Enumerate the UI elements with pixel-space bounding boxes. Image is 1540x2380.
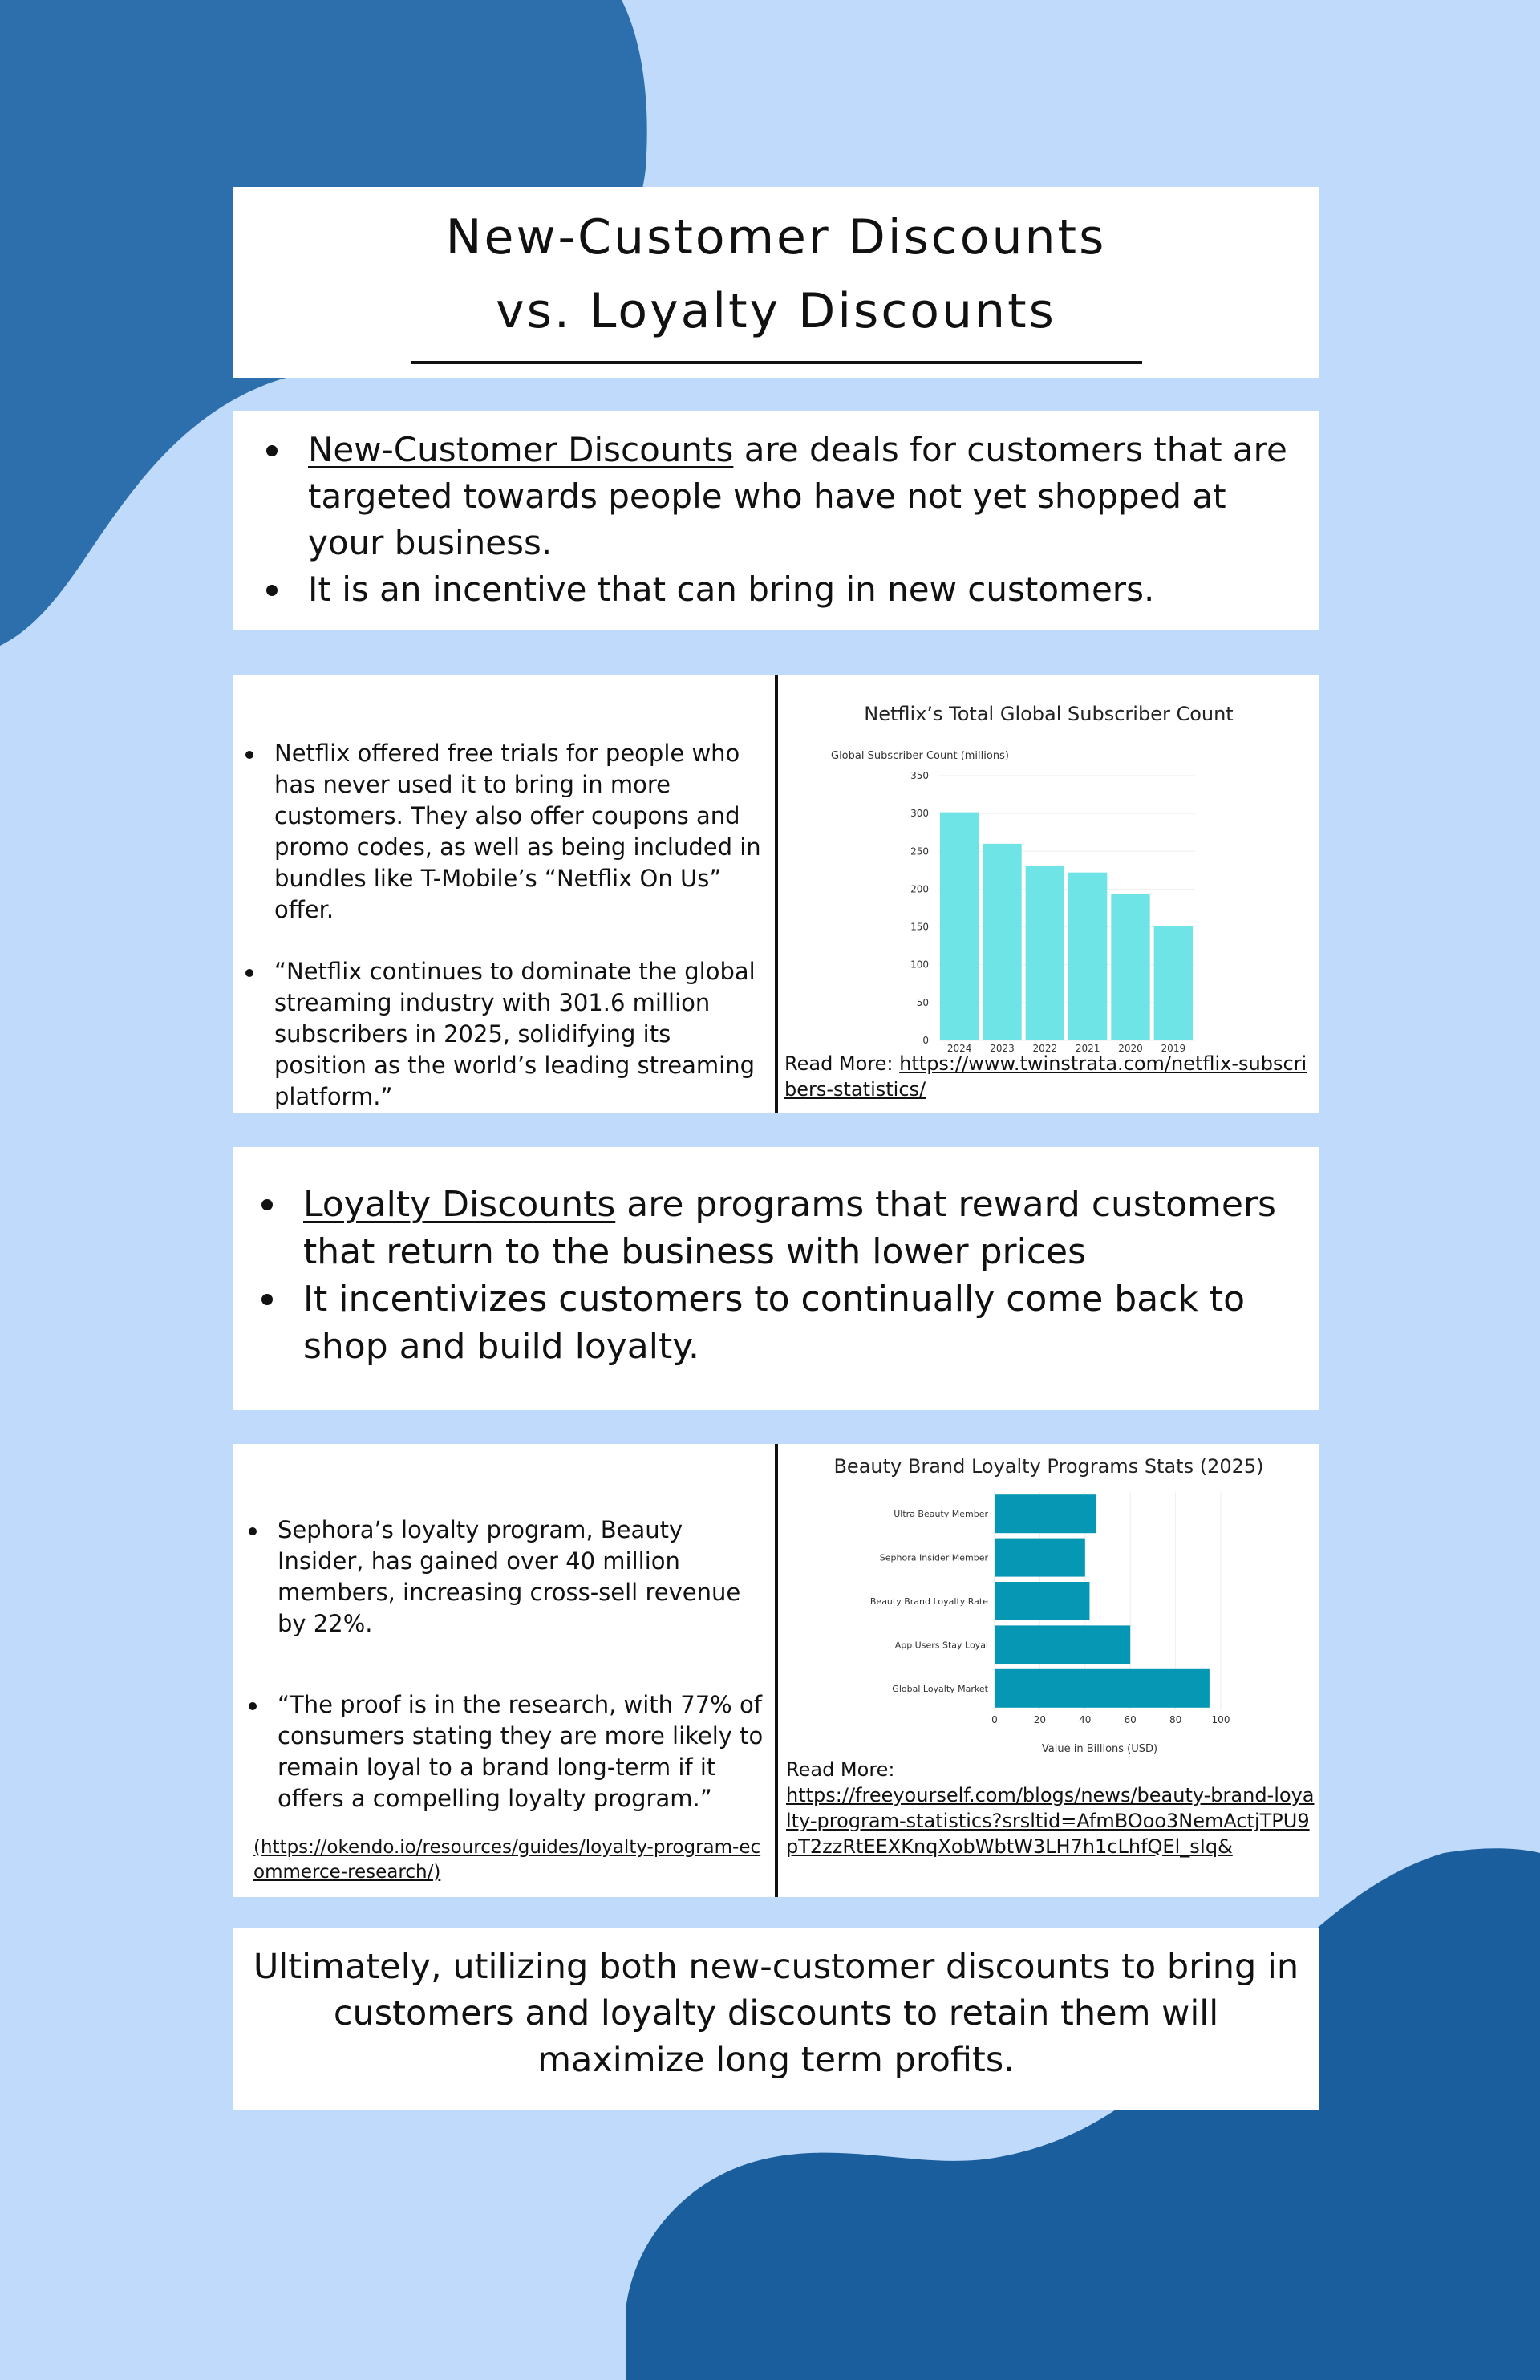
loyalty-chart-title: Beauty Brand Loyalty Programs Stats (2025) <box>833 1455 1264 1478</box>
loyalty-read-more <box>786 1757 1315 1859</box>
page-title-line-2: vs. Loyalty Discounts <box>496 283 1056 339</box>
loyalty-bar <box>995 1582 1089 1620</box>
new-customer-bullet-1-text: are deals for customers that are targeted towards people who have not yet shopped at your business. <box>308 430 1287 562</box>
netflix-bar <box>1154 926 1193 1040</box>
page-title-line-1: New-Customer Discounts <box>445 209 1107 266</box>
new-customer-bullet-2: It is an incentive that can bring in new customers. <box>249 566 1295 613</box>
netflix-bar <box>940 813 979 1040</box>
netflix-bullets <box>237 738 767 1113</box>
loyalty-definition-card <box>233 1147 1319 1410</box>
netflix-bar <box>1026 866 1064 1040</box>
netflix-y-axis-label: Global Subscriber Count (millions) <box>831 750 1009 762</box>
loyalty-bullets <box>244 1181 1303 1370</box>
netflix-source-link[interactable]: https://www.twinstrata.com/netflix-subscribers-statistics/ <box>784 1052 1307 1101</box>
netflix-y-tick-label: 100 <box>910 959 929 971</box>
loyalty-bar <box>995 1625 1130 1664</box>
netflix-x-tick-label: 2022 <box>1032 1043 1058 1054</box>
loyalty-x-tick-label: 40 <box>1079 1714 1092 1725</box>
loyalty-bar <box>995 1669 1210 1708</box>
loyalty-category-label: Ultra Beauty Member <box>894 1509 988 1520</box>
netflix-chart-title: Netflix’s Total Global Subscriber Count <box>864 703 1234 725</box>
netflix-bullet-2: “Netflix continues to dominate the global streaming industry with 301.6 million subscribers in 2025, solidifying its position as the world’s leading streaming platform.” <box>237 956 767 1113</box>
conclusion-text: Ultimately, utilizing both new-customer discounts to bring in customers and loyalty discounts to retain them will maximize long term profits. <box>253 1947 1299 2080</box>
loyalty-x-tick-label: 100 <box>1211 1714 1230 1725</box>
netflix-chart-panel <box>778 675 1319 1113</box>
netflix-read-more-label: Read More: <box>784 1052 900 1075</box>
loyalty-category-label: Sephora Insider Member <box>879 1552 988 1563</box>
sephora-bullets <box>241 1514 766 1814</box>
new-customer-bullets <box>249 427 1295 613</box>
netflix-bar <box>1111 894 1149 1040</box>
loyalty-x-tick-label: 80 <box>1169 1714 1182 1725</box>
netflix-y-tick-label: 150 <box>910 921 929 933</box>
loyalty-x-tick-label: 0 <box>991 1714 998 1725</box>
loyalty-chart-panel <box>778 1444 1319 1897</box>
loyalty-bullet-2: It incentivizes customers to continually come back to shop and build loyalty. <box>244 1275 1303 1370</box>
loyalty-x-tick-label: 60 <box>1124 1714 1137 1725</box>
netflix-bar <box>1068 873 1107 1040</box>
sephora-bullet-1: Sephora’s loyalty program, Beauty Insider, has gained over 40 million members, increasing cross-sell revenue by 22%. <box>241 1514 766 1640</box>
title-divider <box>411 361 1142 364</box>
netflix-read-more <box>784 1051 1314 1102</box>
netflix-y-tick-label: 50 <box>916 996 929 1008</box>
loyalty-x-axis-label: Value in Billions (USD) <box>1041 1743 1158 1755</box>
netflix-y-tick-label: 200 <box>910 883 929 895</box>
netflix-example-card <box>233 675 1319 1113</box>
netflix-x-tick-label: 2021 <box>1075 1043 1100 1054</box>
loyalty-bullet-1 <box>244 1181 1303 1275</box>
netflix-y-tick-label: 300 <box>910 808 929 820</box>
netflix-y-tick-label: 0 <box>922 1035 929 1046</box>
netflix-bullet-1: Netflix offered free trials for people who has never used it to bring in more customers. They also offer coupons and promo codes, as well as being included in bundles like T-Mobile’s “Netflix On Us” offer. <box>237 738 767 926</box>
title-card <box>233 187 1319 378</box>
new-customer-term: New-Customer Discounts <box>308 430 734 469</box>
loyalty-category-label: Beauty Brand Loyalty Rate <box>869 1596 988 1607</box>
loyalty-read-more-label: Read More: <box>786 1758 895 1781</box>
sephora-example-card <box>233 1444 1319 1897</box>
conclusion-card <box>233 1928 1319 2110</box>
netflix-x-tick-label: 2019 <box>1161 1043 1186 1054</box>
sephora-source-citation[interactable]: (https://okendo.io/resources/guides/loyalty-program-ecommerce-research/) <box>253 1837 761 1883</box>
loyalty-bar <box>995 1494 1096 1533</box>
netflix-y-tick-label: 250 <box>910 845 929 858</box>
loyalty-category-label: Global Loyalty Market <box>892 1683 988 1694</box>
netflix-x-tick-label: 2024 <box>946 1043 972 1054</box>
loyalty-category-label: App Users Stay Loyal <box>894 1640 988 1651</box>
netflix-y-tick-label: 350 <box>910 770 929 781</box>
netflix-x-tick-label: 2020 <box>1118 1043 1143 1054</box>
new-customer-definition-card <box>233 411 1319 630</box>
loyalty-bar <box>995 1539 1085 1577</box>
loyalty-source-link[interactable]: https://freeyourself.com/blogs/news/beauty-brand-loyalty-program-statistics?srsltid=AfmBOoo3NemActjTPU9pT2zzRtEEXKnqXobWbtW3LH7h1cLhfQEl_sIq& <box>786 1784 1315 1858</box>
loyalty-bullet-1-text: are programs that reward customers that return to the business with lower prices <box>303 1184 1276 1272</box>
netflix-bar-chart <box>778 675 1319 1060</box>
sephora-bullet-2: “The proof is in the research, with 77% of consumers stating they are more likely to remain loyal to a brand long-term if it offers a compelling loyalty program.” <box>241 1689 766 1814</box>
netflix-bar <box>983 844 1021 1040</box>
new-customer-bullet-1 <box>249 427 1295 566</box>
loyalty-bar-chart <box>778 1444 1319 1773</box>
loyalty-x-tick-label: 20 <box>1033 1714 1047 1725</box>
loyalty-term: Loyalty Discounts <box>303 1184 616 1225</box>
netflix-x-tick-label: 2023 <box>990 1043 1015 1054</box>
